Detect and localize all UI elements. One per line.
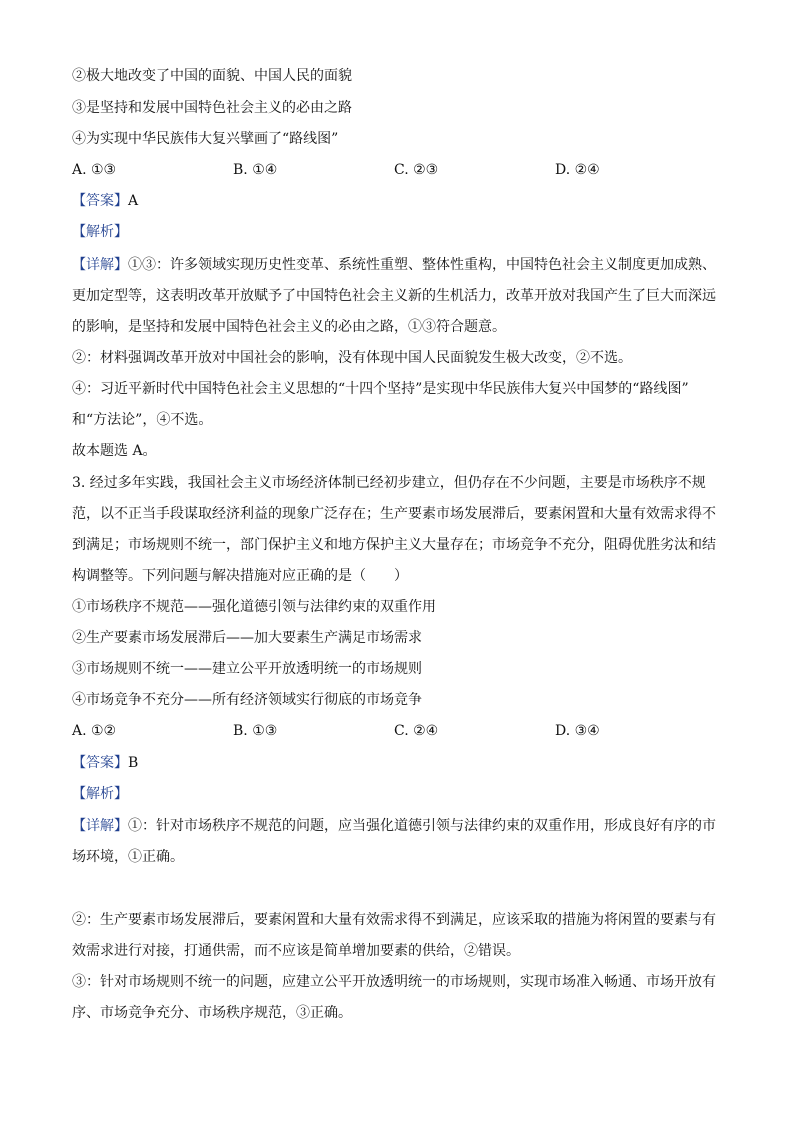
q2-explain-line: 的影响，是坚持和发展中国特色社会主义的必由之路，①③符合题意。 (72, 319, 506, 335)
analysis-tag: 【解析】 (72, 224, 128, 240)
q2-answer (72, 191, 732, 211)
q2-option-c: C. ②③ (394, 162, 439, 178)
q3-stem-line: 构调整等。下列问题与解决措施对应正确的是（ ） (72, 568, 408, 584)
q3-explain-line: 场环境，①正确。 (72, 849, 184, 865)
answer-tag: 【答案】 (72, 193, 128, 209)
q2-explain-line: 和“方法论”，④不选。 (72, 412, 213, 428)
q3-stem-line: 范，以不正当手段谋取经济利益的现象广泛存在；生产要素市场发展滞后，要素闲置和大量有效需求得不 (72, 506, 716, 522)
q3-item-3: ③市场规则不统一——建立公平开放透明统一的市场规则 (72, 661, 422, 677)
q2-option-b: B. ①④ (233, 162, 278, 178)
q2-explain-line: 更加定型等，这表明改革开放赋予了中国特色社会主义新的生机活力，改革开放对我国产生了巨大而深远 (72, 288, 716, 304)
q3-item-2: ②生产要素市场发展滞后——加大要素生产满足市场需求 (72, 630, 422, 646)
answer-value: B (128, 755, 139, 771)
q3-options (72, 721, 732, 741)
q3-option-d: D. ③④ (555, 723, 600, 739)
q3-item-1: ①市场秩序不规范——强化道德引领与法律约束的双重作用 (72, 599, 436, 615)
q3-explain-line: 效需求进行对接，打通供需，而不应该是简单增加要素的供给，②错误。 (72, 943, 520, 959)
q3-explain-line: 序、市场竞争充分、市场秩序规范，③正确。 (72, 1005, 352, 1021)
q3-explain-line: ③：针对市场规则不统一的问题，应建立公平开放透明统一的市场规则，实现市场准入畅通、市场开放有 (72, 974, 716, 990)
detail-tag: 【详解】 (72, 818, 128, 834)
q3-option-c: C. ②④ (394, 723, 439, 739)
q3-analysis-tag (72, 784, 732, 804)
q3-stem-line: 到满足；市场规则不统一，部门保护主义和地方保护主义大量存在；市场竞争不充分，阻碍优胜劣汰和结 (72, 537, 716, 553)
answer-tag: 【答案】 (72, 755, 128, 771)
q3-option-a: A. ①② (72, 723, 117, 739)
q2-explain-line: ②：材料强调改革开放对中国社会的影响，没有体现中国人民面貌发生极大改变，②不选。 (72, 350, 632, 366)
q2-explain-line: ④：习近平新时代中国特色社会主义思想的“十四个坚持”是实现中华民族伟大复兴中国梦的“路线图” (72, 381, 689, 397)
q2-option-d: D. ②④ (555, 162, 600, 178)
q2-option-a: A. ①③ (72, 162, 117, 178)
detail-tag: 【详解】 (72, 257, 128, 273)
q3-explain-line: ②：生产要素市场发展滞后，要素闲置和大量有效需求得不到满足，应该采取的措施为将闲置的要素与有 (72, 912, 716, 928)
q2-analysis-tag (72, 222, 732, 242)
q2-conclusion: 故本题选 A。 (72, 443, 157, 459)
q3-explain-line: 【详解】①：针对市场秩序不规范的问题，应当强化道德引领与法律约束的双重作用，形成良好有序的市 (72, 818, 716, 834)
q3-answer (72, 753, 732, 773)
q2-item-3: ③是坚持和发展中国特色社会主义的必由之路 (72, 100, 352, 116)
q3-stem-line: 3. 经过多年实践，我国社会主义市场经济体制已经初步建立，但仍存在不少问题，主要是市场秩序不规 (72, 475, 706, 491)
q3-option-b: B. ①③ (233, 723, 278, 739)
answer-value: A (128, 193, 139, 209)
analysis-tag: 【解析】 (72, 786, 128, 802)
q2-item-4: ④为实现中华民族伟大复兴擘画了“路线图” (72, 131, 339, 147)
q2-explain-line: 【详解】①③：许多领域实现历史性变革、系统性重塑、整体性重构，中国特色社会主义制度更加成熟、 (72, 257, 716, 273)
q2-options (72, 160, 732, 180)
q3-item-4: ④市场竞争不充分——所有经济领域实行彻底的市场竞争 (72, 692, 422, 708)
q2-item-2: ②极大地改变了中国的面貌、中国人民的面貌 (72, 68, 352, 84)
